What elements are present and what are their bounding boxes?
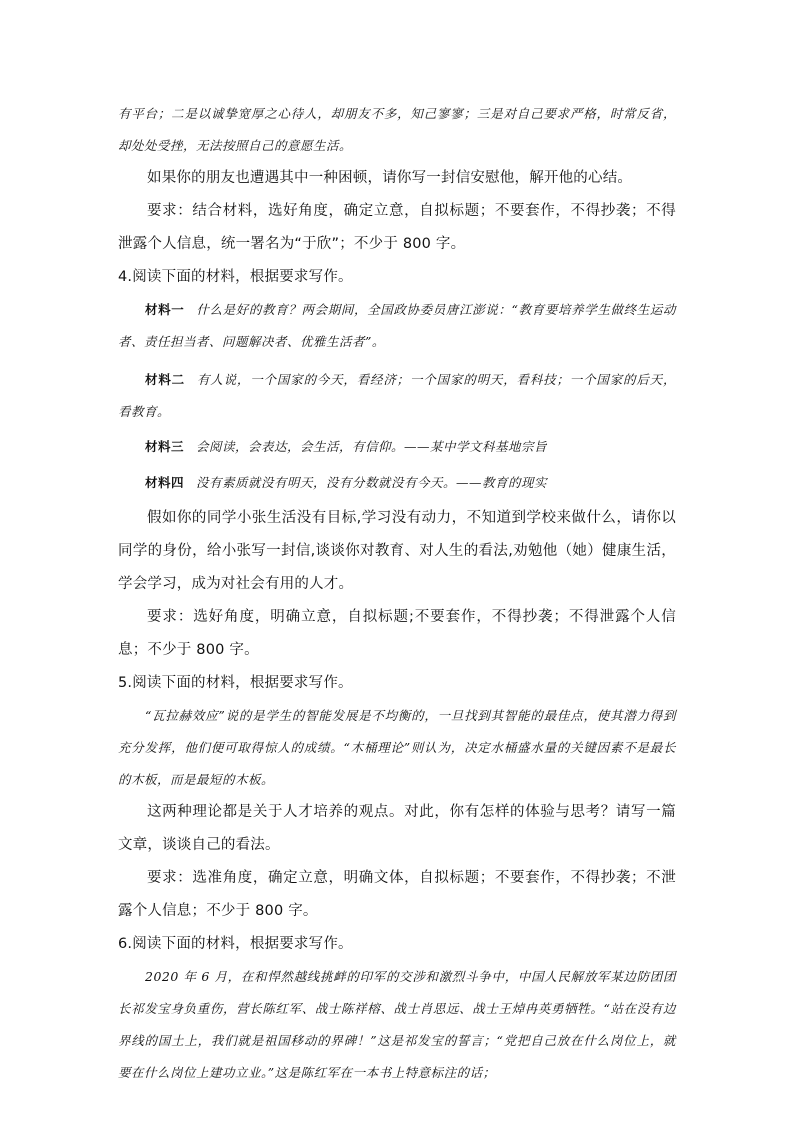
material-3-label: 材料三 [145, 439, 185, 454]
question-5-title: 5.阅读下面的材料，根据要求写作。 [118, 675, 353, 691]
question-5-requirements: 要求：选准角度，确定立意，明确文体，自拟标题；不要套作，不得抄袭；不泄露个人信息；不少于 800 字。 [118, 870, 676, 919]
material-4-text: 没有素质就没有明天，没有分数就没有今天。——教育的现实 [196, 475, 548, 490]
question-4-requirements: 要求：选好角度，明确立意，自拟标题;不要套作，不得抄袭；不得泄露个人信息；不少于 800 字。 [118, 609, 676, 658]
previous-material-continuation: 有平台；二是以诚挚宽厚之心待人，却朋友不多，知己寥寥；三是对自己要求严格，时常反省，却处处受挫，无法按照自己的意愿生活。 [118, 106, 676, 153]
material-3-text: 会阅读，会表达，会生活，有信仰。——某中学文科基地宗旨 [196, 439, 548, 454]
material-1-text: 什么是好的教育？两会期间，全国政协委员唐江澎说：“教育要培养学生做终生运动者、责任担当者、问题解决者、优雅生活者”。 [118, 302, 676, 349]
document-page [118, 98, 676, 1089]
material-2-label: 材料二 [145, 372, 185, 387]
question-4-material-2 [118, 364, 676, 428]
question-4-material-4 [118, 466, 676, 500]
question-4-material-3 [118, 430, 676, 464]
question-3-task: 如果你的朋友也遭遇其中一种困顿，请你写一封信安慰他，解开他的心结。 [147, 170, 633, 186]
material-1-label: 材料一 [145, 302, 185, 317]
question-5-task: 这两种理论都是关于人才培养的观点。对此，你有怎样的体验与思考？请写一篇文章，谈谈自己的看法。 [118, 804, 676, 853]
question-6-material: 2020 年 6 月，在和悍然越线挑衅的印军的交涉和激烈斗争中，中国人民解放军某边防团团长祁发宝身负重伤，营长陈红军、战士陈祥榕、战士肖思远、战士王焯冉英勇牺牲。“站在没有边界线的国土上，我们就是祖国移动的界碑！”这是祁发宝的誓言；“党把自己放在什么岗位上，就要在什么岗位上建功立业。”这是陈红军在一本书上特意标注的话； [118, 969, 676, 1080]
question-4-task: 假如你的同学小张生活没有目标,学习没有动力，不知道到学校来做什么，请你以同学的身份，给小张写一封信,谈谈你对教育、对人生的看法,劝勉他（她）健康生活，学会学习，成为对社会有用的人才。 [118, 510, 676, 592]
question-6-title: 6.阅读下面的材料，根据要求写作。 [118, 936, 353, 952]
question-5-material: “瓦拉赫效应”说的是学生的智能发展是不均衡的，一旦找到其智能的最佳点，使其潜力得到充分发挥，他们便可取得惊人的成绩。“木桶理论”则认为，决定水桶盛水量的关键因素不是最长的木板，而是最短的木板。 [118, 708, 676, 787]
question-4-material-1 [118, 294, 676, 358]
question-3-requirements: 要求：结合材料，选好角度，确定立意，自拟标题；不要套作，不得抄袭；不得泄露个人信息，统一署名为“于欣”；不少于 800 字。 [118, 203, 676, 252]
material-4-label: 材料四 [145, 475, 185, 490]
question-4-title: 4.阅读下面的材料，根据要求写作。 [118, 269, 353, 285]
material-2-text: 有人说，一个国家的今天，看经济；一个国家的明天，看科技；一个国家的后天，看教育。 [118, 372, 676, 419]
